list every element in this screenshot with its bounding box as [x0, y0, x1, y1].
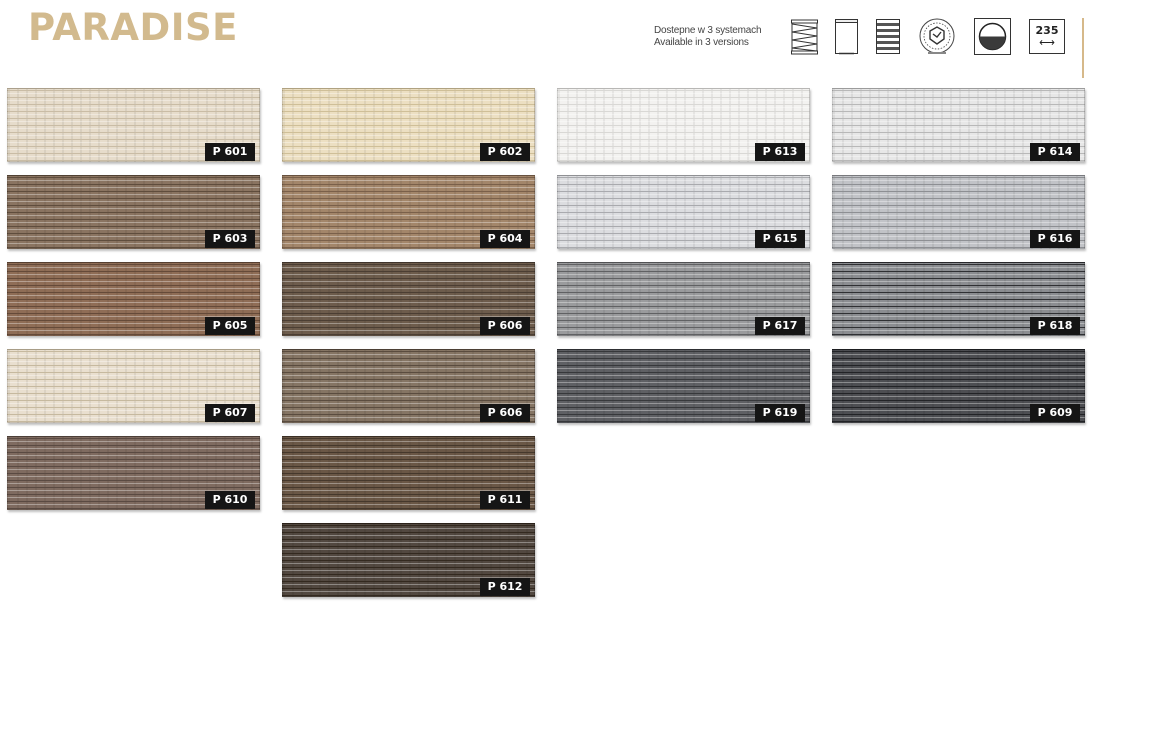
fabric-swatch	[282, 262, 535, 336]
fabric-swatch	[7, 262, 260, 336]
fabric-swatch	[7, 88, 260, 162]
swatch-code-label: P 610	[205, 491, 255, 509]
swatch-code-label: P 604	[480, 230, 530, 248]
fabric-swatch	[557, 175, 810, 249]
fabric-swatch	[832, 88, 1085, 162]
availability-text-en: Available in 3 versions	[654, 37, 749, 48]
striped-blind-icon	[874, 17, 902, 57]
swatch-code-label: P 613	[755, 143, 805, 161]
fabric-swatch	[7, 349, 260, 423]
fabric-swatch	[282, 523, 535, 597]
swatch-code-label: P 615	[755, 230, 805, 248]
certificate-seal-icon	[917, 17, 957, 57]
swatch-code-label: P 606	[480, 317, 530, 335]
swatch-code-label: P 612	[480, 578, 530, 596]
fabric-swatch	[282, 349, 535, 423]
swatch-code-label: P 618	[1030, 317, 1080, 335]
swatch-code-label: P 617	[755, 317, 805, 335]
swatch-code-label: P 606	[480, 404, 530, 422]
fabric-swatch	[282, 175, 535, 249]
swatch-code-label: P 605	[205, 317, 255, 335]
availability-text-pl: Dostepne w 3 systemach	[654, 25, 762, 36]
fabric-swatch	[7, 436, 260, 510]
max-width-value: 235	[1035, 24, 1059, 37]
swatch-code-label: P 611	[480, 491, 530, 509]
availability-note	[654, 25, 761, 49]
fabric-swatch	[282, 88, 535, 162]
swatch-code-label: P 619	[755, 404, 805, 422]
fabric-swatch	[282, 436, 535, 510]
pleated-blind-icon	[789, 17, 820, 57]
swatch-code-label: P 609	[1030, 404, 1080, 422]
swatch-code-label: P 607	[205, 404, 255, 422]
collection-title: PARADISE	[28, 6, 238, 49]
fabric-swatch	[557, 262, 810, 336]
fabric-swatch	[832, 349, 1085, 423]
blackout-circle-icon	[973, 17, 1013, 57]
fabric-swatch	[7, 175, 260, 249]
width-235-icon	[1029, 19, 1065, 54]
fabric-swatch	[557, 88, 810, 162]
accent-divider	[1082, 18, 1084, 78]
width-arrow-icon: ⟷	[1039, 37, 1055, 49]
swatch-code-label: P 601	[205, 143, 255, 161]
fabric-swatch	[832, 175, 1085, 249]
fabric-swatch	[557, 349, 810, 423]
swatch-code-label: P 614	[1030, 143, 1080, 161]
roller-blind-icon	[833, 17, 860, 57]
fabric-swatch	[832, 262, 1085, 336]
swatch-code-label: P 603	[205, 230, 255, 248]
swatch-code-label: P 602	[480, 143, 530, 161]
swatch-code-label: P 616	[1030, 230, 1080, 248]
